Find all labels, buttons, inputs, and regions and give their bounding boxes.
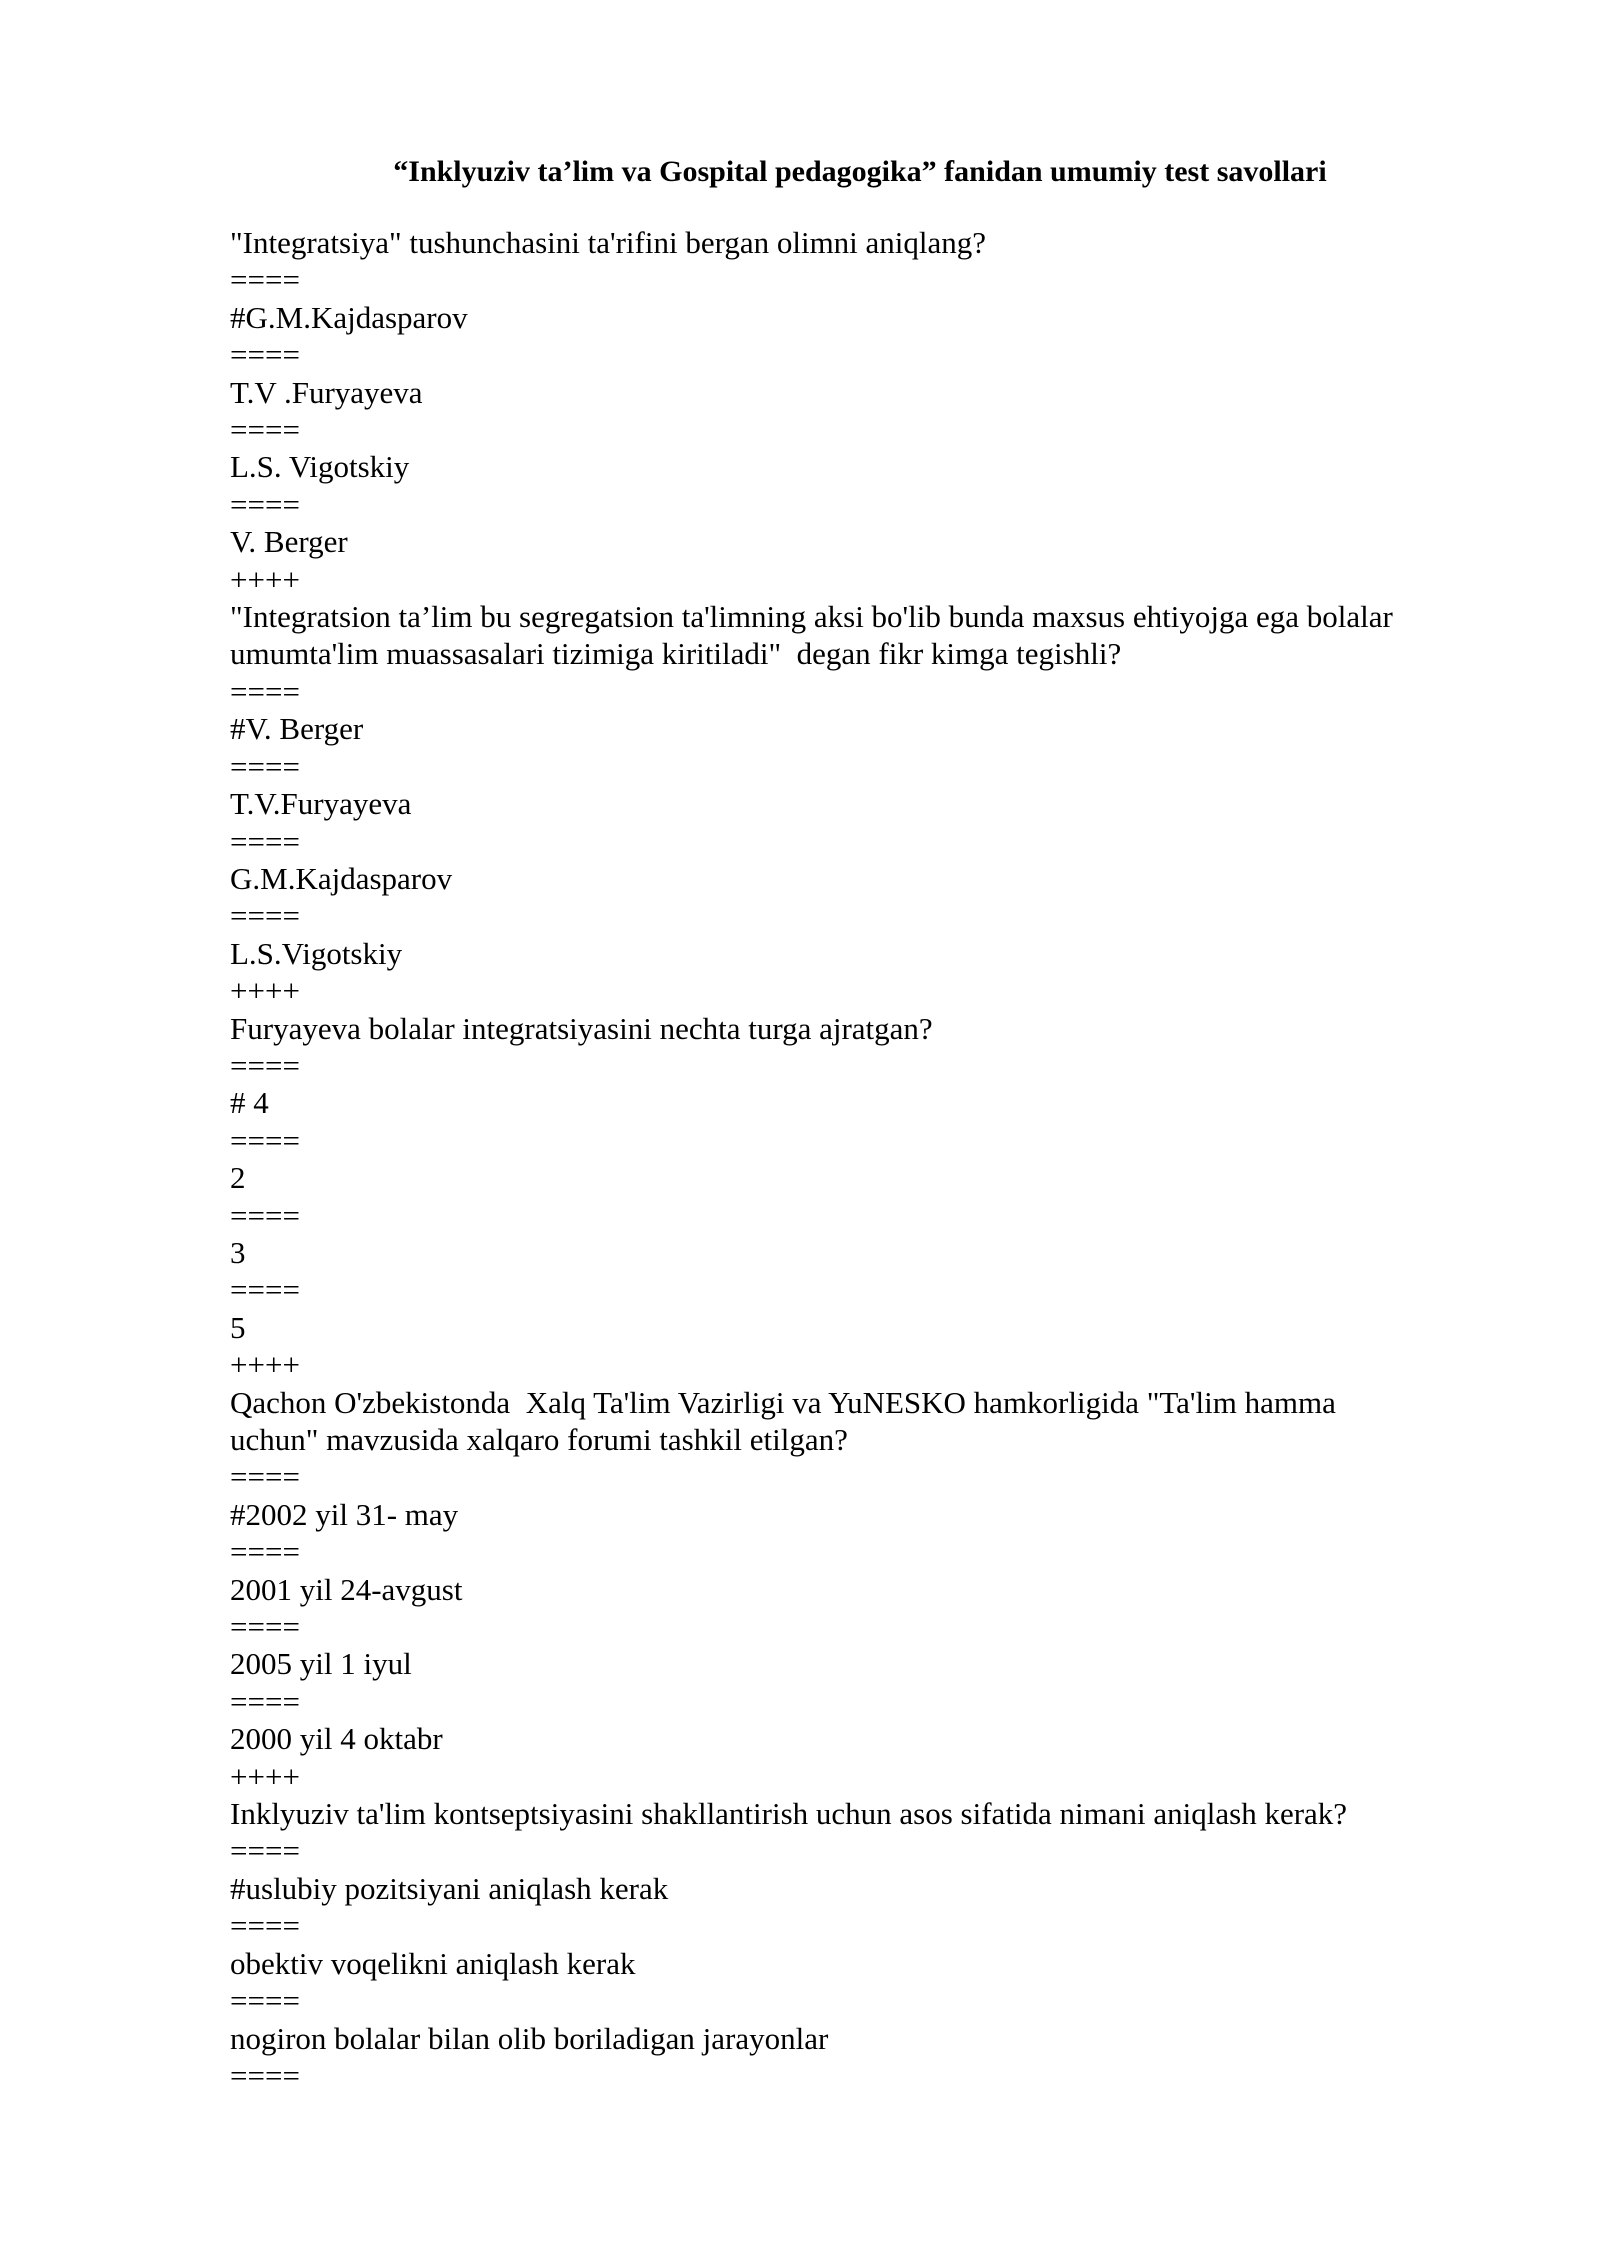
document-line: ==== — [230, 898, 300, 934]
document-line: ==== — [230, 2057, 300, 2093]
document-line: ++++ — [230, 973, 300, 1009]
document-line: ==== — [230, 1908, 300, 1944]
document-line: ==== — [230, 262, 300, 298]
document-line: uchun" mavzusida xalqaro forumi tashkil etilgan? — [230, 1422, 848, 1457]
document-line: #V. Berger — [230, 711, 364, 747]
document-line: 2005 yil 1 iyul — [230, 1646, 412, 1682]
document-line: V. Berger — [230, 524, 348, 560]
document-line: G.M.Kajdasparov — [230, 860, 453, 896]
document-line: ++++ — [230, 1758, 300, 1794]
document-line: ==== — [230, 1047, 300, 1083]
document-line: ==== — [230, 1272, 300, 1308]
document-line: ==== — [230, 748, 300, 784]
document-line: ==== — [230, 1122, 300, 1158]
document-line: T.V.Furyayeva — [230, 786, 412, 822]
document-body — [230, 224, 1470, 2094]
document-line: # 4 — [230, 1085, 269, 1121]
document-line: T.V .Furyayeva — [230, 374, 423, 410]
document-line: umumta'lim muassasalari tizimiga kiritiladi" degan fikr kimga tegishli? — [230, 636, 1122, 672]
document-line: nogiron bolalar bilan olib boriladigan jarayonlar — [230, 2020, 829, 2056]
document-line: ==== — [230, 1459, 300, 1495]
document-line: ==== — [230, 1833, 300, 1869]
document-line: ==== — [230, 1683, 300, 1719]
document-line: #G.M.Kajdasparov — [230, 299, 468, 335]
document-line: Qachon O'zbekistonda Xalq Ta'lim Vazirligi va YuNESKO hamkorligida "Ta'lim hamma — [230, 1384, 1336, 1420]
document-line: ==== — [230, 337, 300, 373]
document-line: 2 — [230, 1160, 246, 1196]
document-line: ++++ — [230, 561, 300, 597]
document-line: "Integratsion ta’lim bu segregatsion ta'limning aksi bo'lib bunda maxsus ehtiyojga ega bolalar — [230, 599, 1393, 635]
document-line: #uslubiy pozitsiyani aniqlash kerak — [230, 1870, 669, 1906]
document-line: ==== — [230, 1197, 300, 1233]
document-line: "Integratsiya" tushunchasini ta'rifini bergan olimni aniqlang? — [230, 225, 987, 260]
document-line: 2001 yil 24-avgust — [230, 1571, 463, 1607]
document-line: 2000 yil 4 oktabr — [230, 1721, 443, 1757]
document-line: ==== — [230, 1983, 300, 2019]
document-title: “Inklyuziv ta’lim va Gospital pedagogika” fanidan umumiy test savollari — [393, 155, 1327, 188]
document-line: ++++ — [230, 1347, 300, 1383]
document-line: Inklyuziv ta'lim kontseptsiyasini shakllantirish uchun asos sifatida nimani aniqlash kerak? — [230, 1796, 1348, 1832]
document-line: ==== — [230, 1609, 300, 1645]
document-line: #2002 yil 31- may — [230, 1496, 459, 1532]
document-line: L.S. Vigotskiy — [230, 449, 410, 485]
document-line: ==== — [230, 1534, 300, 1570]
document-line: Furyayeva bolalar integratsiyasini nechta turga ajratgan? — [230, 1010, 933, 1046]
document-line: 5 — [230, 1309, 246, 1345]
document-line: ==== — [230, 673, 300, 709]
document-line: 3 — [230, 1234, 246, 1270]
document-line: ==== — [230, 486, 300, 522]
document-line: L.S.Vigotskiy — [230, 935, 403, 971]
document-line: ==== — [230, 823, 300, 859]
document-line: obektiv voqelikni aniqlash kerak — [230, 1945, 636, 1981]
document-line: ==== — [230, 412, 300, 448]
